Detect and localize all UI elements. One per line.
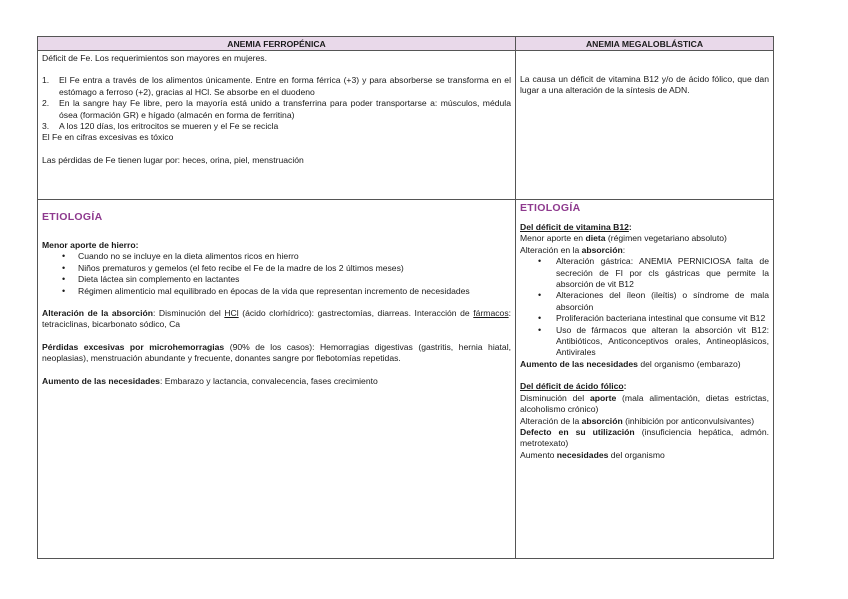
ferro-intro-cell: [38, 51, 516, 199]
etiology-row: [38, 200, 773, 558]
folico-disminucion: Disminución del aporte (mala alimentación, dietas estrictas, alcoholismo crónico): [520, 392, 769, 415]
list-item: • Cuando no se incluye en la dieta alimentos ricos en hierro: [42, 251, 511, 262]
ferro-deficit-line: Déficit de Fe. Los requerimientos son mayores en mujeres.: [42, 53, 267, 63]
folico-alteracion: Alteración de la absorción (inhibición por anticonvulsivantes): [520, 415, 755, 426]
b12-aumento: Aumento de las necesidades del organismo (embarazo): [520, 358, 741, 369]
mega-intro-cell: [516, 51, 773, 199]
ferro-step: 3. A los 120 días, los eritrocitos se mueren y el Fe se recicla: [42, 121, 279, 132]
ferro-steps-list: [42, 75, 511, 132]
absorcion-paragraph: Alteración de la absorción: Disminución del HCl (ácido clorhídrico): gastrectomías, diarreas. Interacción de fármacos: tetraciclinas, bicarbonato sódico, Ca: [42, 308, 512, 330]
ferro-toxic-line: El Fe en cifras excesivas es tóxico: [42, 132, 174, 143]
folico-aumento: Aumento necesidades del organismo: [520, 449, 665, 460]
mega-etiology-cell: [516, 200, 773, 558]
list-item: • Alteración gástrica: ANEMIA PERNICIOSA falta de secreción de FI por cls gástricas que permite la absorción de vit B12: [520, 256, 769, 290]
b12-menor-aporte: Menor aporte en dieta (régimen vegetariano absoluto): [520, 233, 727, 244]
header-ferropenica: ANEMIA FERROPÉNICA: [38, 37, 516, 50]
ferro-etiology-title: ETIOLOGÍA: [42, 211, 103, 223]
ferro-step: 2. En la sangre hay Fe libre, pero la mayoría está unido a transferrina para poder transportarse a: músculos, médula ósea (formación GR) e hígado (almacén en forma de ferritina): [42, 98, 511, 120]
list-item: • Uso de fármacos que alteran la absorción vit B12: Antibióticos, Anticonceptivos orales, Antineoplásicos, Antivirales: [520, 325, 769, 359]
ferro-losses-line: Las pérdidas de Fe tienen lugar por: heces, orina, piel, menstruación: [42, 154, 304, 165]
intro-row: [38, 51, 773, 200]
list-item: • Dieta láctea sin complemento en lactantes: [42, 274, 511, 285]
folico-title: Del déficit de ácido fólico:: [520, 381, 627, 392]
header-row: [38, 37, 773, 51]
list-item: • Proliferación bacteriana intestinal que consume vit B12: [520, 313, 769, 324]
perdidas-paragraph: Pérdidas excesivas por microhemorragias (90% de los casos): Hemorragias digestivas (gastritis, hernia hiatal, neoplasias), menstruación abundante y frecuente, donantes sangre por flebotomías repetidas.: [42, 341, 511, 364]
list-item: • Régimen alimenticio mal equilibrado en épocas de la vida que representan incremento de necesidades: [42, 286, 511, 297]
mega-cause-text: La causa un déficit de vitamina B12 y/o de ácido fólico, que dan lugar a una alteración de la síntesis de ADN.: [520, 74, 769, 96]
list-item: • Alteraciones del íleon (ileítis) o síndrome de mala absorción: [520, 290, 769, 313]
menor-aporte-title: Menor aporte de hierro:: [42, 240, 139, 250]
menor-aporte-list: [42, 251, 511, 297]
b12-title: Del déficit de vitamina B12:: [520, 222, 632, 232]
aumento-paragraph: Aumento de las necesidades: Embarazo y lactancia, convalecencia, fases crecimiento: [42, 375, 378, 386]
b12-absorcion-list: [520, 256, 769, 359]
ferro-etiology-cell: [38, 200, 516, 558]
list-item: • Niños prematuros y gemelos (el feto recibe el Fe de la madre de los 2 últimos meses): [42, 263, 511, 274]
comparison-table: [37, 36, 774, 559]
folico-defecto: Defecto en su utilización (insuficiencia hepática, admón. metrotexato): [520, 426, 769, 449]
mega-etiology-title: ETIOLOGÍA: [520, 202, 581, 214]
header-megaloblastica: ANEMIA MEGALOBLÁSTICA: [585, 39, 704, 49]
ferro-step: 1. El Fe entra a través de los alimentos únicamente. Entre en forma férrica (+3) y para absorberse se transforma en el estómago a ferroso (+2), gracias al HCl. Se absorbe en el duodeno: [42, 75, 511, 97]
b12-alteracion: Alteración en la absorción:: [520, 244, 626, 255]
